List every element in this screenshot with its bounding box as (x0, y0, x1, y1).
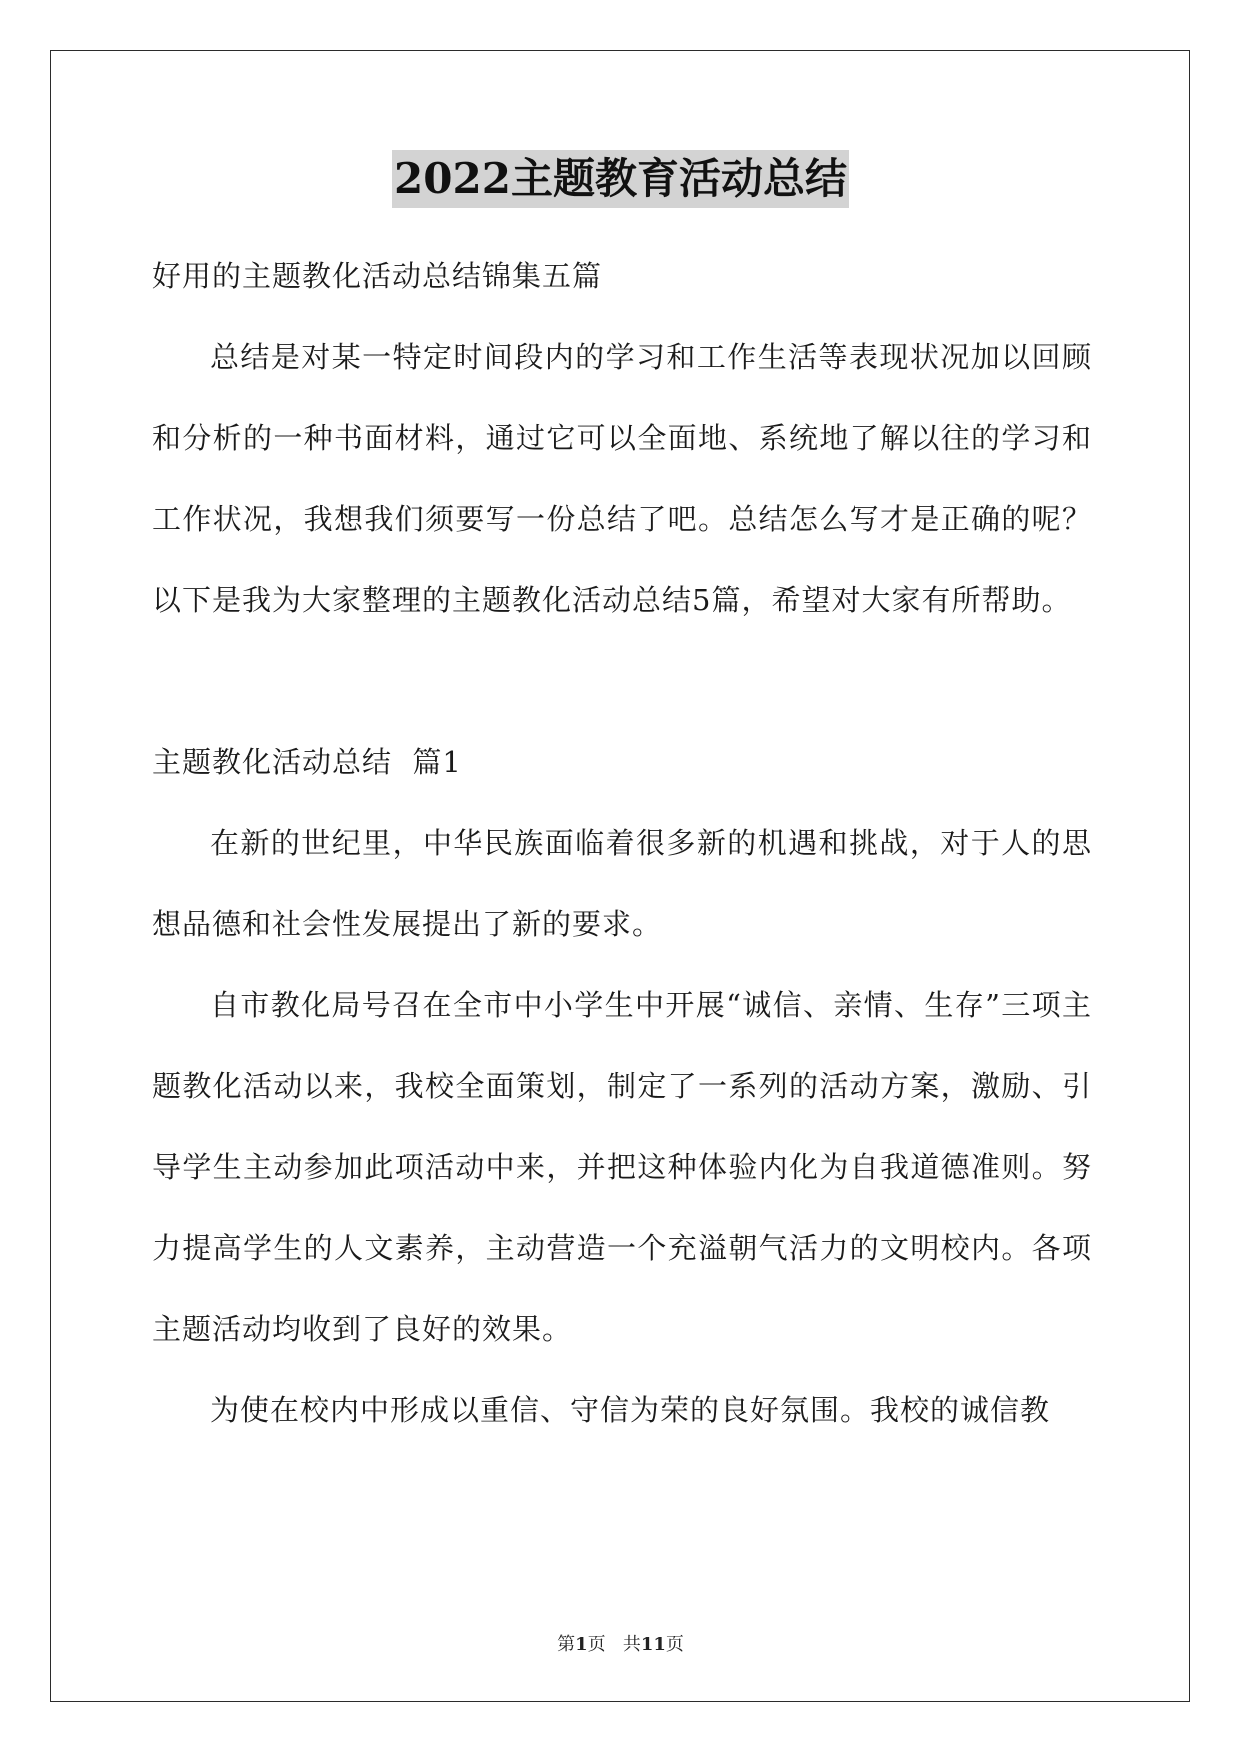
footer-prefix: 第 (557, 1634, 576, 1655)
footer-page-suffix: 页 (587, 1634, 606, 1655)
page-footer (0, 1630, 1241, 1656)
document-body (152, 236, 1092, 1451)
section-spacer (152, 641, 1092, 722)
intro-paragraph: 总结是对某一特定时间段内的学习和工作生活等表现状况加以回顾和分析的一种书面材料，通过它可以全面地、系统地了解以往的学习和工作状况，我想我们须要写一份总结了吧。总结怎么写才是正确的呢？以下是我为大家整理的主题教化活动总结5篇，希望对大家有所帮助。 (152, 340, 1092, 617)
section-heading: 主题教化活动总结 篇1 (152, 745, 462, 779)
body-paragraph-1: 在新的世纪里，中华民族面临着很多新的机遇和挑战，对于人的思想品德和社会性发展提出了新的要求。 (152, 826, 1092, 941)
title-container (0, 150, 1241, 208)
subtitle: 好用的主题教化活动总结锦集五篇 (152, 259, 603, 293)
footer-total-prefix: 共 (622, 1634, 641, 1655)
footer-page-number: 1 (575, 1634, 588, 1655)
footer-total-suffix: 页 (665, 1634, 684, 1655)
body-paragraph-3: 为使在校内中形成以重信、守信为荣的良好氛围。我校的诚信教 (210, 1393, 1051, 1427)
footer-total-pages: 11 (640, 1634, 666, 1655)
body-paragraph-2: 自市教化局号召在全市中小学生中开展“诚信、亲情、生存”三项主题教化活动以来，我校全面策划，制定了一系列的活动方案，激励、引导学生主动参加此项活动中来，并把这种体验内化为自我道德准则。努力提高学生的人文素养，主动营造一个充溢朝气活力的文明校内。各项主题活动均收到了良好的效果。 (152, 988, 1092, 1346)
document-title: 2022主题教育活动总结 (392, 150, 849, 208)
